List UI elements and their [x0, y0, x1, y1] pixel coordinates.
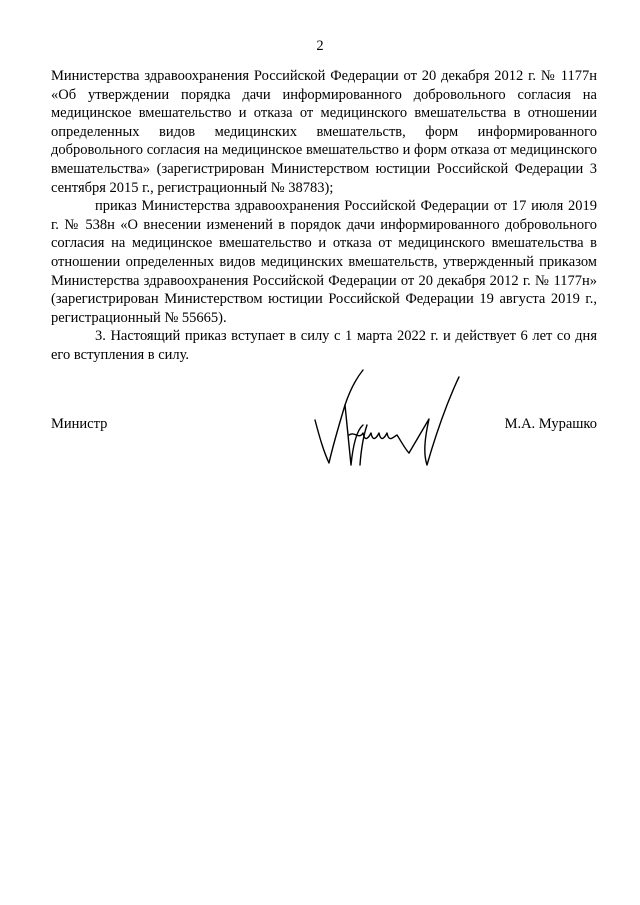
paragraph-effective-date: 3. Настоящий приказ вступает в силу с 1 марта 2022 г. и действует 6 лет со дня его вступления в силу.: [51, 328, 597, 363]
page-number: 2: [316, 38, 324, 54]
document-body: [51, 67, 597, 365]
handwritten-signature: [305, 365, 465, 485]
paragraph-continuation: Министерства здравоохранения Российской Федерации от 20 декабря 2012 г. № 1177н «Об утверждении порядка дачи информированного добровольного согласия на медицинское вмешательство и отказа от медицинского вмешательства в отношении определенных видов медицинских вмешательств, форм информированного добровольного согласия на медицинское вмешательство и форм отказа от медицинского вмешательства» (зарегистрирован Министерством юстиции Российской Федерации 3 сентября 2015 г., регистрационный № 38783);: [51, 68, 597, 196]
paragraph-order-538n: приказ Министерства здравоохранения Российской Федерации от 17 июля 2019 г. № 538н «О внесении изменений в порядок дачи информированного добровольного согласия на медицинское вмешательство и отказа от медицинского вмешательства в отношении определенных видов медицинских вмешательств, утвержденный приказом Министерства здравоохранения Российской Федерации от 20 декабря 2012 г. № 1177н» (зарегистрирован Министерством юстиции Российской Федерации 19 августа 2019 г., регистрационный № 55665).: [51, 198, 597, 326]
signatory-title: Министр: [51, 416, 108, 432]
signatory-name: М.А. Мурашко: [504, 416, 597, 432]
